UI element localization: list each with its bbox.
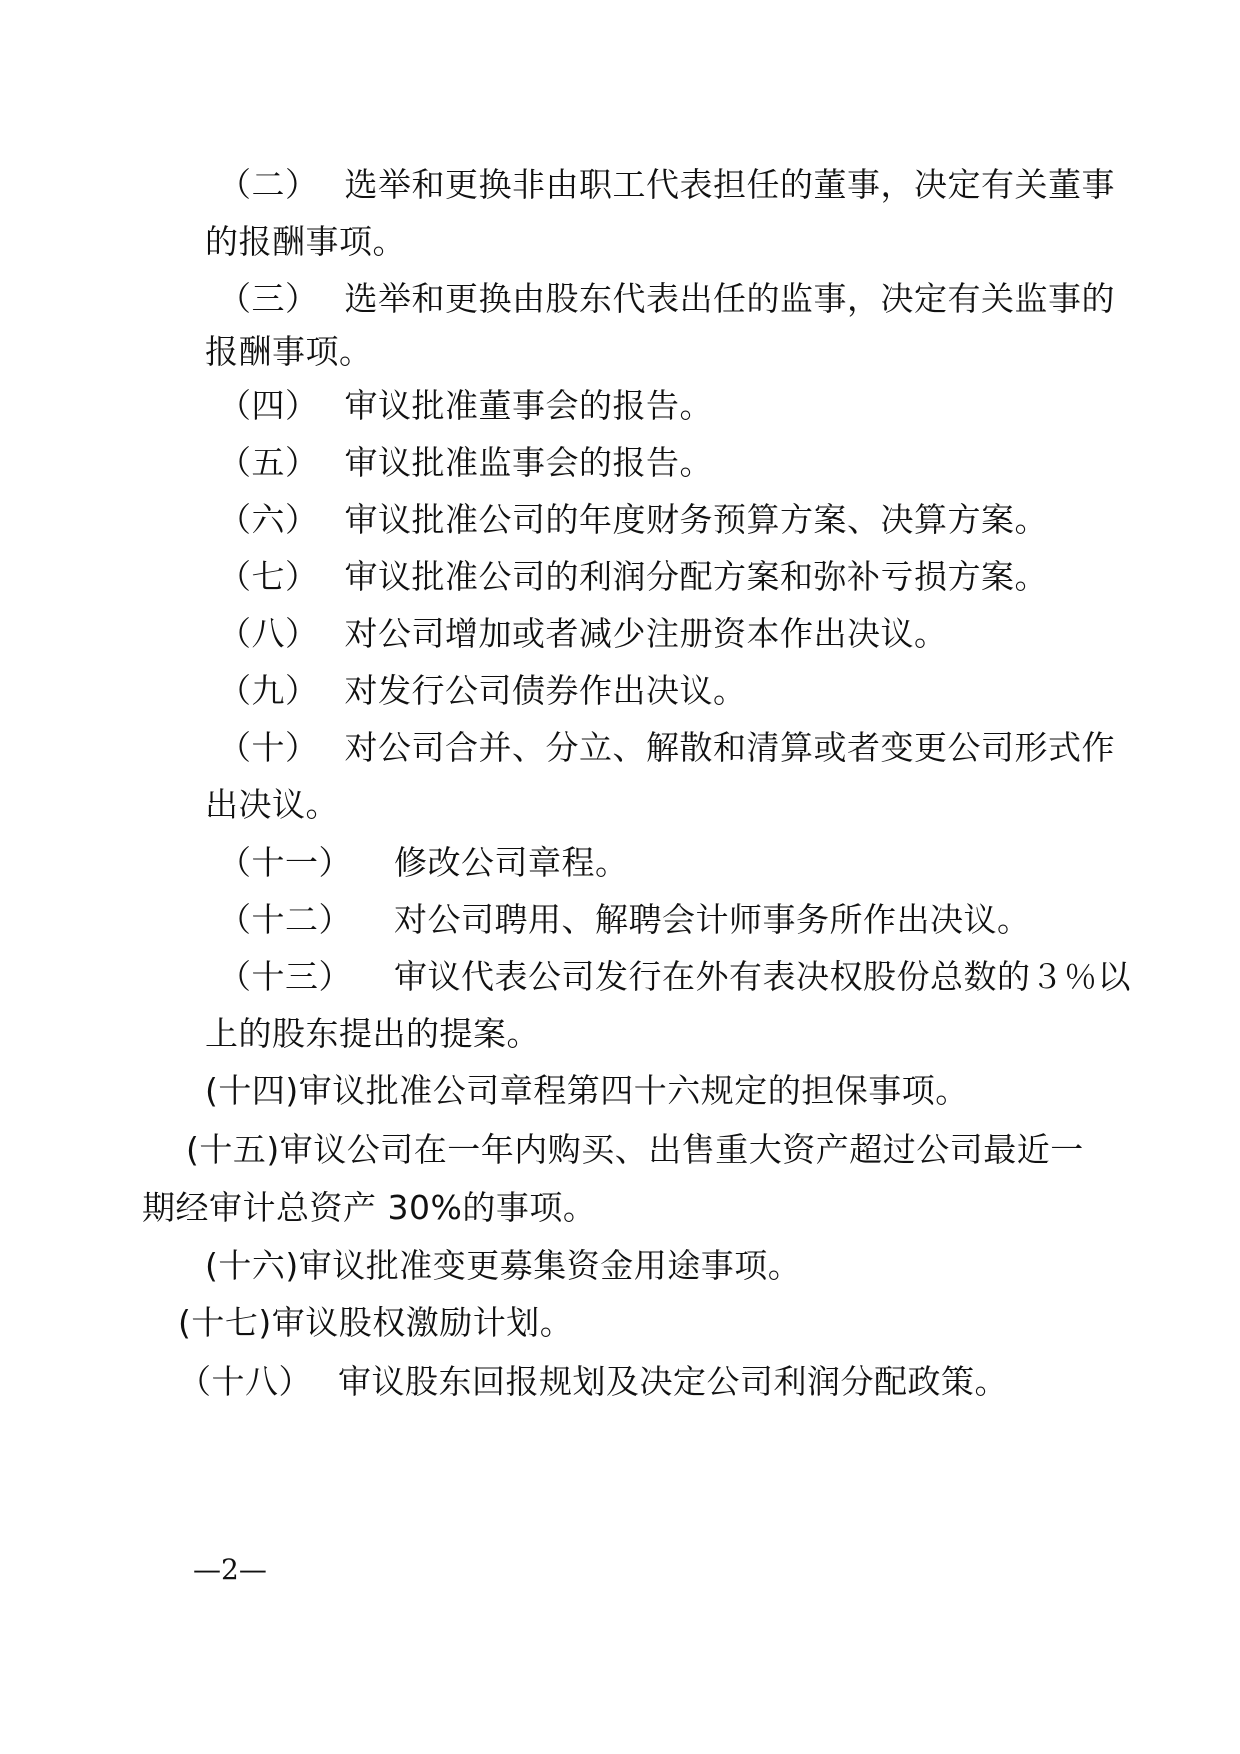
item-text: 审议股东回报规划及决定公司利润分配政策。 <box>338 1362 1008 1401</box>
page-number: —2— <box>193 1553 267 1586</box>
item-number: （六） <box>218 500 319 539</box>
list-item <box>178 1362 1008 1402</box>
item-number: (十七) <box>178 1303 272 1342</box>
item-text: 审议批准变更募集资金用途事项。 <box>298 1246 802 1285</box>
item-number: （十） <box>218 728 319 767</box>
list-item <box>205 1071 969 1111</box>
list-item-continuation: 报酬事项。 <box>205 332 373 371</box>
list-item <box>218 500 1048 540</box>
list-item-continuation: 期经审计总资产 30%的事项。 <box>142 1188 597 1227</box>
item-text: 对发行公司债券作出决议。 <box>344 671 747 710</box>
list-item <box>218 900 1031 940</box>
list-item-continuation: 的报酬事项。 <box>205 222 406 261</box>
list-item <box>218 728 1115 768</box>
item-text: 审议批准公司的利润分配方案和弥补亏损方案。 <box>344 557 1048 596</box>
item-text: 对公司合并、分立、解散和清算或者变更公司形式作 <box>344 728 1115 767</box>
item-text: 审议股权激励计划。 <box>271 1303 574 1342</box>
item-number: （五） <box>218 443 319 482</box>
list-item <box>218 957 1131 997</box>
list-item <box>218 165 1115 205</box>
item-number: (十五) <box>186 1130 280 1169</box>
item-number: （十二） <box>218 900 352 939</box>
item-number: （十一） <box>218 843 352 882</box>
item-number: （十八） <box>178 1362 312 1401</box>
list-item <box>218 614 948 654</box>
list-item-continuation: 出决议。 <box>205 785 339 824</box>
list-item <box>218 671 747 711</box>
item-number: (十四) <box>205 1071 299 1110</box>
list-item <box>218 557 1048 597</box>
item-text: 审议批准董事会的报告。 <box>344 386 713 425</box>
item-number: （三） <box>218 279 319 318</box>
item-number: （二） <box>218 165 319 204</box>
item-number: （九） <box>218 671 319 710</box>
item-text: 审议公司在一年内购买、出售重大资产超过公司最近一 <box>279 1130 1084 1169</box>
item-number: （四） <box>218 386 319 425</box>
item-text: 选举和更换非由职工代表担任的董事，决定有关董事 <box>344 165 1115 204</box>
item-number: （七） <box>218 557 319 596</box>
item-number: （八） <box>218 614 319 653</box>
list-item <box>218 843 629 883</box>
item-text: 对公司聘用、解聘会计师事务所作出决议。 <box>394 900 1031 939</box>
item-number: （十三） <box>218 957 352 996</box>
item-text: 修改公司章程。 <box>394 843 629 882</box>
item-text: 审议批准公司的年度财务预算方案、决算方案。 <box>344 500 1048 539</box>
item-number: (十六) <box>205 1246 299 1285</box>
item-text: 对公司增加或者减少注册资本作出决议。 <box>344 614 948 653</box>
item-text: 选举和更换由股东代表出任的监事，决定有关监事的 <box>344 279 1115 318</box>
list-item <box>178 1303 573 1343</box>
list-item <box>218 386 713 426</box>
list-item <box>186 1130 1084 1170</box>
item-text: 审议批准公司章程第四十六规定的担保事项。 <box>298 1071 969 1110</box>
item-text: 审议代表公司发行在外有表决权股份总数的３％以 <box>394 957 1131 996</box>
list-item <box>218 443 713 483</box>
item-text: 审议批准监事会的报告。 <box>344 443 713 482</box>
list-item-continuation: 上的股东提出的提案。 <box>205 1014 540 1053</box>
list-item <box>218 279 1115 319</box>
list-item <box>205 1246 801 1286</box>
